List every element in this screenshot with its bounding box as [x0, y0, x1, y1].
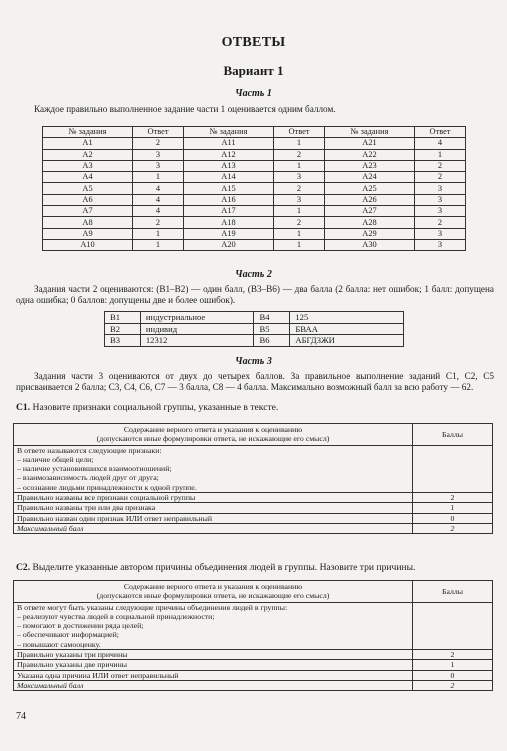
max-score-label: Максимальный балл	[14, 523, 413, 533]
answer-cell: 1	[133, 172, 184, 183]
task-number-cell: A24	[324, 172, 414, 183]
criterion-text: Указана одна причина ИЛИ ответ неправильный	[14, 670, 413, 680]
answer-cell: 2	[415, 160, 466, 171]
content-header	[14, 581, 413, 603]
answer-cell: 12312	[140, 335, 254, 347]
max-score-value: 2	[413, 680, 493, 690]
answer-line: – наличие установившихся взаимоотношений;	[17, 464, 172, 474]
score-header: Баллы	[413, 424, 493, 446]
answer-line: В ответе называются следующие признаки:	[17, 445, 162, 455]
table-row	[14, 670, 493, 680]
answer-cell: 4	[133, 206, 184, 217]
answer-line: В ответе могут быть указаны следующие причины объединения людей в группы:	[17, 602, 288, 612]
answer-line: – помогают в достижении ряда целей;	[17, 621, 144, 631]
header-line: Содержание верного ответа и указания к оцениванию	[123, 582, 303, 591]
table-row	[43, 217, 466, 228]
answer-cell: БВАА	[290, 323, 404, 335]
answer-cell: 2	[274, 149, 325, 160]
answer-cell: 1	[274, 228, 325, 239]
answer-cell: 3	[274, 172, 325, 183]
table-row	[105, 323, 404, 335]
task-number-cell: A28	[324, 217, 414, 228]
task-number-cell: A29	[324, 228, 414, 239]
answer-cell: 1	[415, 149, 466, 160]
task-number-cell: A27	[324, 206, 414, 217]
score-cell	[413, 602, 493, 649]
task-number-cell: A11	[183, 138, 273, 149]
task-number-cell: A22	[324, 149, 414, 160]
max-score-label: Максимальный балл	[14, 680, 413, 690]
column-header: Ответ	[133, 127, 184, 138]
table-row	[43, 172, 466, 183]
table-row	[14, 680, 493, 690]
answer-cell: 2	[274, 183, 325, 194]
table-row	[14, 513, 493, 523]
table-row	[14, 503, 493, 513]
criterion-text: Правильно указаны три причины	[14, 650, 413, 660]
answer-line: – повышают самооценку.	[17, 639, 101, 649]
c2-question	[16, 562, 501, 573]
criterion-score: 2	[413, 650, 493, 660]
c1-criteria-table	[13, 423, 493, 534]
task-number-cell: A7	[43, 206, 133, 217]
score-cell	[413, 445, 493, 492]
task-number-cell: В1	[105, 312, 141, 324]
table-row	[43, 228, 466, 239]
task-number-cell: A30	[324, 239, 414, 250]
part1-intro: Каждое правильно выполненное задание части 1 оценивается одним баллом.	[34, 104, 336, 114]
c2-question-text: Выделите указанные автором причины объединения людей в группы. Назовите три причины.	[32, 562, 416, 573]
column-header: № задания	[183, 127, 273, 138]
answer-cell: индивид	[140, 323, 254, 335]
table-row	[43, 206, 466, 217]
header-line: (допускаются иные формулировки ответа, не искажающие его смысл)	[96, 434, 330, 444]
table-row	[43, 138, 466, 149]
criterion-score: 0	[413, 670, 493, 680]
task-number-cell: A15	[183, 183, 273, 194]
part1-answers-table	[42, 126, 466, 251]
part3-heading: Часть 3	[235, 356, 272, 367]
task-number-cell: A6	[43, 194, 133, 205]
table-row	[43, 149, 466, 160]
answer-cell: 3	[133, 149, 184, 160]
task-number-cell: A3	[43, 160, 133, 171]
table-row	[105, 335, 404, 347]
answer-cell: АБГДЗЖИ	[290, 335, 404, 347]
c1-question	[16, 402, 501, 413]
criterion-score: 1	[413, 660, 493, 670]
answer-content	[14, 602, 413, 649]
task-number-cell: A12	[183, 149, 273, 160]
table-header-row	[43, 127, 466, 138]
task-number-cell: В6	[254, 335, 290, 347]
table-row	[105, 312, 404, 324]
answer-cell: 1	[274, 206, 325, 217]
answer-cell: 1	[133, 228, 184, 239]
answer-content	[14, 445, 413, 492]
c1-question-text: Назовите признаки социальной группы, указанные в тексте.	[32, 402, 279, 413]
task-number-cell: В4	[254, 312, 290, 324]
answer-cell: 125	[290, 312, 404, 324]
task-number-cell: A4	[43, 172, 133, 183]
answer-cell: 2	[415, 172, 466, 183]
part2-intro: Задания части 2 оцениваются: (В1–В2) — один балл, (В3–В6) — два балла (2 балла: нет ошибок; 1 балл: допущена одна ошибка; 0 баллов: допущены две и более ошибок).	[16, 284, 494, 305]
criterion-text: Правильно названы все признаки социальной группы	[14, 493, 413, 503]
task-number-cell: A14	[183, 172, 273, 183]
task-number-cell: A23	[324, 160, 414, 171]
task-number-cell: A16	[183, 194, 273, 205]
table-header-row	[14, 581, 493, 603]
answer-cell: 2	[274, 217, 325, 228]
table-row	[14, 660, 493, 670]
table-row	[14, 523, 493, 533]
answer-cell: 1	[274, 239, 325, 250]
content-header	[14, 424, 413, 446]
answer-line: – обеспечивают информацией;	[17, 630, 119, 640]
task-number-cell: A5	[43, 183, 133, 194]
answer-cell: 3	[133, 160, 184, 171]
answer-cell: 2	[415, 217, 466, 228]
table-row	[14, 493, 493, 503]
table-row	[14, 650, 493, 660]
answer-cell: 4	[133, 194, 184, 205]
table-row	[14, 445, 493, 492]
answer-cell: 3	[415, 206, 466, 217]
c2-criteria-table	[13, 580, 493, 691]
task-number-cell: A13	[183, 160, 273, 171]
part2-answers-table	[104, 311, 404, 347]
table-row	[43, 183, 466, 194]
task-number-cell: A9	[43, 228, 133, 239]
answer-line: – взаимозависимость людей друг от друга;	[17, 473, 159, 483]
answer-line: – осознание людьми принадлежности к одной группе.	[17, 482, 197, 492]
task-number-cell: A26	[324, 194, 414, 205]
part3-intro: Задания части 3 оцениваются от двух до четырех баллов. За правильное выполнение заданий С1, С2, С5 присваивается 2 балла; С3, С4, С6, С7 — 3 балла, С8 — 4 балла. Максимально возможный балл за всю работу — 62.	[16, 371, 494, 392]
header-line: Содержание верного ответа и указания к оцениванию	[123, 425, 303, 434]
c2-number: С2.	[16, 562, 31, 573]
answer-cell: 2	[133, 138, 184, 149]
answer-cell: 1	[274, 160, 325, 171]
page-number: 74	[16, 711, 26, 722]
c1-number: С1.	[16, 402, 31, 413]
header-line: (допускаются иные формулировки ответа, не искажающие его смысл)	[96, 591, 330, 601]
column-header: Ответ	[274, 127, 325, 138]
task-number-cell: A18	[183, 217, 273, 228]
answer-cell: индустриальное	[140, 312, 254, 324]
task-number-cell: A1	[43, 138, 133, 149]
task-number-cell: A17	[183, 206, 273, 217]
max-score-value: 2	[413, 523, 493, 533]
table-row	[14, 602, 493, 649]
table-row	[43, 239, 466, 250]
column-header: № задания	[43, 127, 133, 138]
task-number-cell: A20	[183, 239, 273, 250]
criterion-text: Правильно названы три или два признака	[14, 503, 413, 513]
criterion-text: Правильно указаны две причины	[14, 660, 413, 670]
answer-cell: 1	[274, 138, 325, 149]
task-number-cell: В5	[254, 323, 290, 335]
answer-line: – наличие общей цели;	[17, 454, 94, 464]
criterion-score: 2	[413, 493, 493, 503]
task-number-cell: A21	[324, 138, 414, 149]
task-number-cell: В2	[105, 323, 141, 335]
answer-line: – реализуют чувства людей в социальной принадлежности;	[17, 611, 215, 621]
answer-cell: 3	[415, 183, 466, 194]
task-number-cell: A10	[43, 239, 133, 250]
table-row	[43, 160, 466, 171]
task-number-cell: A25	[324, 183, 414, 194]
column-header: № задания	[324, 127, 414, 138]
variant-title: Вариант 1	[223, 63, 284, 78]
task-number-cell: A19	[183, 228, 273, 239]
part1-heading: Часть 1	[235, 88, 272, 99]
page-title: ОТВЕТЫ	[221, 35, 286, 50]
criterion-text: Правильно назван один признак ИЛИ ответ неправильный	[14, 513, 413, 523]
task-number-cell: В3	[105, 335, 141, 347]
task-number-cell: A2	[43, 149, 133, 160]
answer-cell: 4	[133, 183, 184, 194]
answer-cell: 2	[133, 217, 184, 228]
table-header-row	[14, 424, 493, 446]
task-number-cell: A8	[43, 217, 133, 228]
column-header: Ответ	[415, 127, 466, 138]
criterion-score: 0	[413, 513, 493, 523]
score-header: Баллы	[413, 581, 493, 603]
answer-cell: 3	[415, 239, 466, 250]
answer-cell: 3	[415, 194, 466, 205]
table-row	[43, 194, 466, 205]
part2-heading: Часть 2	[235, 269, 272, 280]
answer-cell: 3	[415, 228, 466, 239]
answer-cell: 4	[415, 138, 466, 149]
answer-cell: 3	[274, 194, 325, 205]
criterion-score: 1	[413, 503, 493, 513]
answer-cell: 1	[133, 239, 184, 250]
